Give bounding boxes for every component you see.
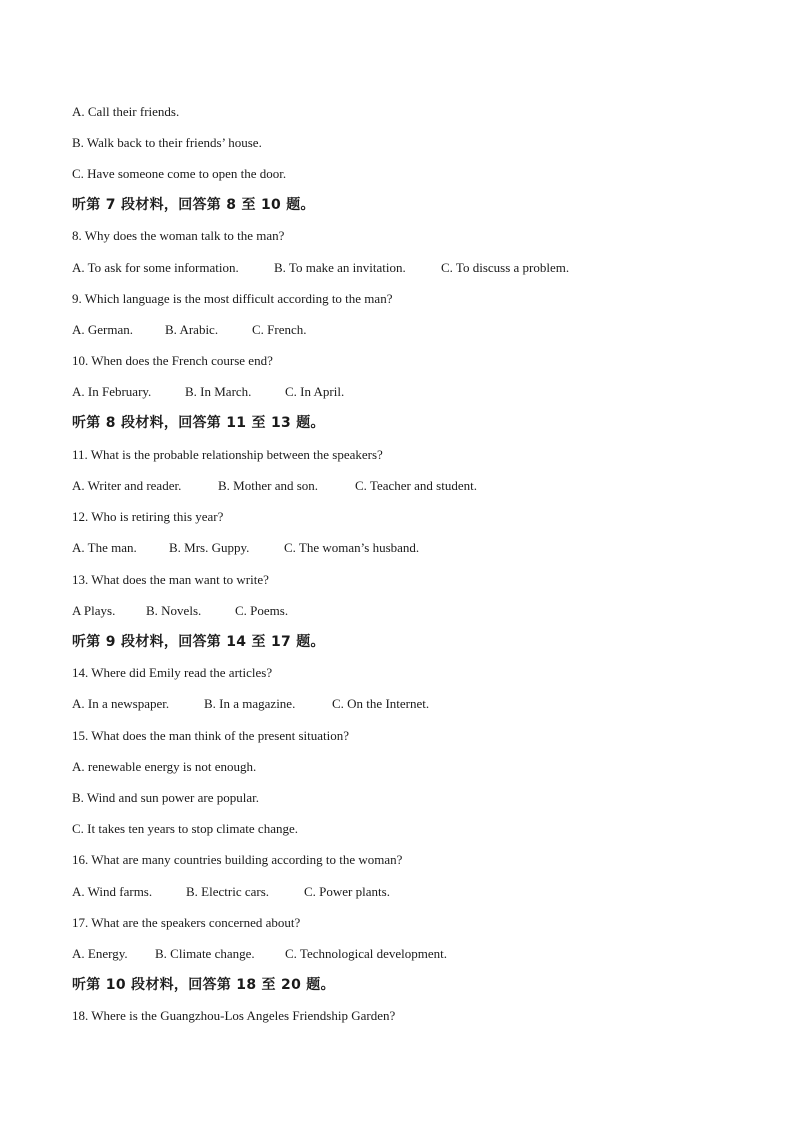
question-9-option-a: A. German.: [72, 322, 134, 337]
question-12-option-b: B. Mrs. Guppy.: [169, 540, 250, 555]
question-13: 13. What does the man want to write?: [72, 572, 269, 587]
question-14-option-a: A. In a newspaper.: [72, 696, 170, 711]
question-15-option-c: C. It takes ten years to stop climate change.: [72, 821, 298, 836]
question-10-option-c: C. In April.: [285, 384, 345, 399]
question-17-option-b: B. Climate change.: [155, 946, 255, 961]
option-a-line: A. Call their friends.: [72, 104, 180, 119]
question-8-option-b: B. To make an invitation.: [274, 260, 406, 275]
question-18: 18. Where is the Guangzhou-Los Angeles Friendship Garden?: [72, 1008, 396, 1023]
question-10-option-a: A. In February.: [72, 384, 152, 399]
option-b-line: B. Walk back to their friends’ house.: [72, 135, 262, 150]
question-11-option-c: C. Teacher and student.: [355, 478, 477, 493]
section-heading-10: 听第 10 段材料，回答第 18 至 20 题。: [72, 977, 335, 993]
question-12: 12. Who is retiring this year?: [72, 509, 224, 524]
section-heading-7: 听第 7 段材料，回答第 8 至 10 题。: [72, 197, 315, 213]
question-12-option-a: A. The man.: [72, 540, 137, 555]
question-11-option-a: A. Writer and reader.: [72, 478, 182, 493]
question-8: 8. Why does the woman talk to the man?: [72, 228, 285, 243]
question-12-option-c: C. The woman’s husband.: [284, 540, 420, 555]
question-10-option-b: B. In March.: [185, 384, 252, 399]
question-17-option-c: C. Technological development.: [285, 946, 448, 961]
question-16: 16. What are many countries building according to the woman?: [72, 852, 403, 867]
question-13-option-a: A Plays.: [72, 603, 116, 618]
question-13-option-b: B. Novels.: [146, 603, 202, 618]
question-10: 10. When does the French course end?: [72, 353, 273, 368]
question-14-option-b: B. In a magazine.: [204, 696, 296, 711]
question-11-option-b: B. Mother and son.: [218, 478, 319, 493]
question-9: 9. Which language is the most difficult according to the man?: [72, 291, 393, 306]
question-17-option-a: A. Energy.: [72, 946, 128, 961]
option-c-line: C. Have someone come to open the door.: [72, 166, 287, 181]
question-16-option-b: B. Electric cars.: [186, 884, 270, 899]
question-9-option-c: C. French.: [252, 322, 307, 337]
question-15: 15. What does the man think of the present situation?: [72, 728, 350, 743]
section-heading-9: 听第 9 段材料，回答第 14 至 17 题。: [72, 634, 325, 650]
question-15-option-a: A. renewable energy is not enough.: [72, 759, 257, 774]
question-14-option-c: C. On the Internet.: [332, 696, 430, 711]
question-9-option-b: B. Arabic.: [165, 322, 219, 337]
section-heading-8: 听第 8 段材料，回答第 11 至 13 题。: [72, 415, 325, 431]
question-8-option-a: A. To ask for some information.: [72, 260, 239, 275]
question-11: 11. What is the probable relationship between the speakers?: [72, 447, 383, 462]
question-16-option-c: C. Power plants.: [304, 884, 390, 899]
question-13-option-c: C. Poems.: [235, 603, 289, 618]
question-16-option-a: A. Wind farms.: [72, 884, 153, 899]
question-8-option-c: C. To discuss a problem.: [441, 260, 570, 275]
question-15-option-b: B. Wind and sun power are popular.: [72, 790, 259, 805]
question-14: 14. Where did Emily read the articles?: [72, 665, 273, 680]
question-17: 17. What are the speakers concerned about?: [72, 915, 301, 930]
